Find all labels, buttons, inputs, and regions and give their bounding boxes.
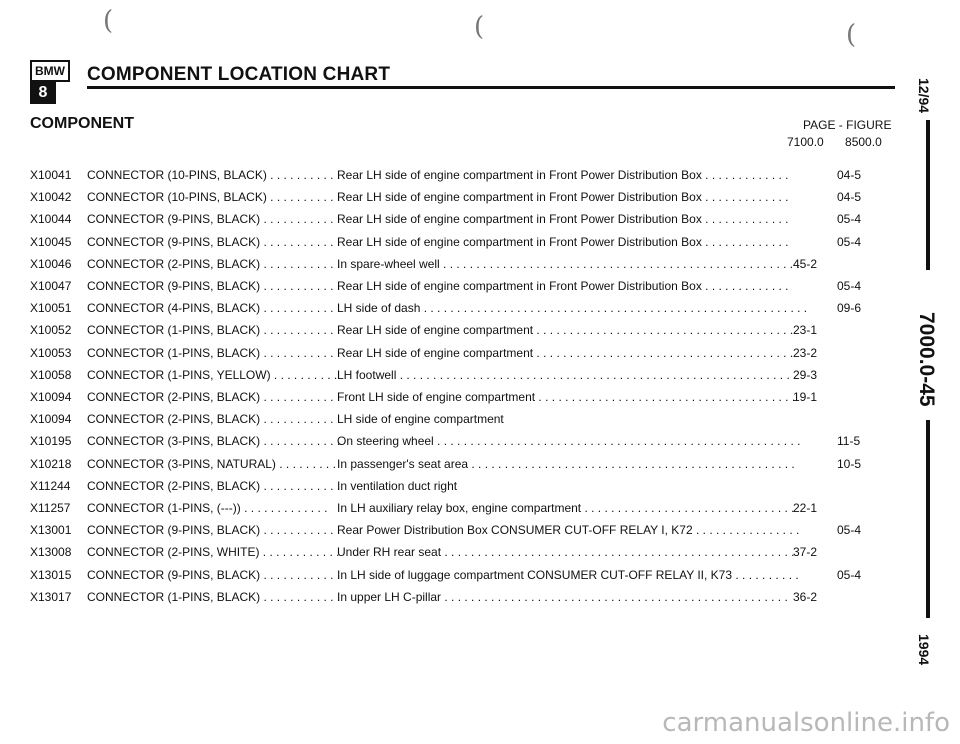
section-numbers-heading: 7100.0 8500.0 bbox=[787, 135, 882, 149]
connector-description: CONNECTOR (9-PINS, BLACK) . . . . . . . . . . . . bbox=[87, 567, 341, 582]
component-id: X10195 bbox=[30, 434, 72, 449]
scan-mark-right: ( bbox=[846, 20, 857, 50]
location: Rear LH side of engine compartment in Front Power Distribution Box . . . . . . . . . . . . . bbox=[337, 212, 789, 227]
side-rule-lower bbox=[926, 590, 930, 618]
table-row bbox=[0, 545, 900, 567]
page-number: 22-1 bbox=[793, 501, 818, 515]
table-row bbox=[0, 279, 900, 301]
connector-description: CONNECTOR (3-PINS, NATURAL) . . . . . . . . . bbox=[87, 456, 336, 471]
component-id: X13015 bbox=[30, 567, 72, 582]
component-id: X10058 bbox=[30, 367, 72, 382]
side-page-number: 7000.0-45 bbox=[915, 312, 938, 407]
component-id: X10044 bbox=[30, 212, 72, 227]
connector-description: CONNECTOR (9-PINS, BLACK) . . . . . . . . . . . . bbox=[87, 234, 341, 249]
table-row bbox=[0, 412, 900, 434]
side-rule-middle bbox=[926, 420, 930, 590]
table-row bbox=[0, 434, 900, 456]
location: LH side of engine compartment bbox=[337, 412, 504, 427]
location: Rear LH side of engine compartment . . . . . . . . . . . . . . . . . . . . . . . . . . . . . . . . . . . . . . . bbox=[337, 345, 794, 360]
location: LH footwell . . . . . . . . . . . . . . . . . . . . . . . . . . . . . . . . . . . . . . . . . . . . . . . . . . . . . . . . . . . . bbox=[337, 367, 797, 382]
component-id: X10045 bbox=[30, 234, 72, 249]
connector-description: CONNECTOR (2-PINS, BLACK) . . . . . . . . . . . . bbox=[87, 256, 341, 271]
connector-description: CONNECTOR (1-PINS, BLACK) . . . . . . . . . . . . bbox=[87, 589, 341, 604]
component-id: X10218 bbox=[30, 456, 72, 471]
page-number: 23-2 bbox=[793, 345, 818, 360]
bmw-8-logo bbox=[30, 60, 70, 104]
connector-description: CONNECTOR (2-PINS, BLACK) . . . . . . . . . . . . bbox=[87, 390, 341, 404]
page-title: COMPONENT LOCATION CHART bbox=[87, 64, 391, 85]
table-row bbox=[0, 479, 900, 501]
component-id: X10094 bbox=[30, 390, 72, 404]
page-number: 45-2 bbox=[793, 256, 818, 271]
table-row bbox=[0, 168, 900, 190]
table-row bbox=[0, 390, 900, 412]
watermark: carmanualsonline.info bbox=[662, 708, 950, 738]
table-row bbox=[0, 257, 900, 279]
side-year: 1994 bbox=[916, 634, 932, 666]
figure-number: 05-4 bbox=[837, 567, 862, 582]
connector-description: CONNECTOR (4-PINS, BLACK) . . . . . . . . . . . . bbox=[87, 301, 341, 316]
table-row bbox=[0, 501, 900, 523]
component-id: X11257 bbox=[30, 501, 71, 515]
scan-mark-left: ( bbox=[103, 6, 114, 36]
component-id: X13008 bbox=[30, 545, 72, 560]
figure-number: 05-4 bbox=[837, 212, 862, 227]
location: Front LH side of engine compartment . . . . . . . . . . . . . . . . . . . . . . . . . . . . . . . . . . . . . . . bbox=[337, 390, 796, 404]
connector-description: CONNECTOR (10-PINS, BLACK) . . . . . . . . . . . bbox=[87, 190, 341, 205]
connector-description: CONNECTOR (9-PINS, BLACK) . . . . . . . . . . . . bbox=[87, 279, 341, 293]
table-row bbox=[0, 590, 900, 612]
table-row bbox=[0, 212, 900, 234]
connector-description: CONNECTOR (1-PINS, BLACK) . . . . . . . . . . . . bbox=[87, 345, 341, 360]
location: Rear LH side of engine compartment in Front Power Distribution Box . . . . . . . . . . . . . bbox=[337, 234, 789, 249]
location: Rear LH side of engine compartment in Front Power Distribution Box . . . . . . . . . . . . . bbox=[337, 190, 789, 205]
component-id: X10094 bbox=[30, 412, 72, 427]
location: In ventilation duct right bbox=[337, 478, 458, 493]
component-id: X11244 bbox=[30, 478, 71, 493]
page-number: 36-2 bbox=[793, 589, 818, 604]
connector-description: CONNECTOR (3-PINS, BLACK) . . . . . . . . . . . . bbox=[87, 434, 341, 449]
table-row bbox=[0, 457, 900, 479]
page-number: 23-1 bbox=[793, 323, 818, 338]
connector-description: CONNECTOR (9-PINS, BLACK) . . . . . . . . . . . . bbox=[87, 523, 341, 538]
location: In LH auxiliary relay box, engine compartment . . . . . . . . . . . . . . . . . . . . . . . . . . . . . . . . bbox=[337, 501, 795, 515]
location: On steering wheel . . . . . . . . . . . . . . . . . . . . . . . . . . . . . . . . . . . . . . . . . . . . . . . . . . . . . . . bbox=[337, 434, 801, 449]
location: LH side of dash . . . . . . . . . . . . . . . . . . . . . . . . . . . . . . . . . . . . . . . . . . . . . . . . . . . . . . . . . . bbox=[337, 301, 808, 316]
location: Rear LH side of engine compartment in Front Power Distribution Box . . . . . . . . . . . . . bbox=[337, 279, 789, 293]
figure-number: 05-4 bbox=[837, 523, 862, 538]
component-id: X13017 bbox=[30, 589, 72, 604]
location: In LH side of luggage compartment CONSUMER CUT-OFF RELAY II, K73 . . . . . . . . . . bbox=[337, 567, 799, 582]
component-id: X10046 bbox=[30, 256, 72, 271]
figure-number: 09-6 bbox=[837, 301, 862, 316]
component-id: X10042 bbox=[30, 190, 72, 205]
connector-description: CONNECTOR (2-PINS, BLACK) . . . . . . . . . . . . bbox=[87, 478, 341, 493]
location: Rear Power Distribution Box CONSUMER CUT-OFF RELAY I, K72 . . . . . . . . . . . . . . . . bbox=[337, 523, 800, 538]
location: Rear LH side of engine compartment . . . . . . . . . . . . . . . . . . . . . . . . . . . . . . . . . . . . . . . bbox=[337, 323, 794, 338]
table-row bbox=[0, 323, 900, 345]
page-figure-heading: PAGE - FIGURE bbox=[803, 118, 892, 132]
page-number: 29-3 bbox=[793, 367, 818, 382]
component-id: X10051 bbox=[30, 301, 72, 316]
title-rule bbox=[87, 86, 895, 89]
figure-number: 04-5 bbox=[837, 168, 862, 182]
table-row bbox=[0, 301, 900, 323]
location: In spare-wheel well . . . . . . . . . . . . . . . . . . . . . . . . . . . . . . . . . . . . . . . . . . . . . . . . . . . . . . bbox=[337, 256, 800, 271]
table-row bbox=[0, 190, 900, 212]
component-id: X10041 bbox=[30, 168, 72, 182]
component-id: X10053 bbox=[30, 345, 72, 360]
table-row bbox=[0, 368, 900, 390]
table-row bbox=[0, 523, 900, 545]
location: In passenger's seat area . . . . . . . . . . . . . . . . . . . . . . . . . . . . . . . . . . . . . . . . . . . . . . . . . bbox=[337, 456, 795, 471]
figure-number: 05-4 bbox=[837, 279, 862, 293]
connector-description: CONNECTOR (2-PINS, WHITE) . . . . . . . . . . . . bbox=[87, 545, 340, 560]
scan-mark-center: ( bbox=[474, 12, 485, 42]
figure-number: 05-4 bbox=[837, 234, 862, 249]
location: Under RH rear seat . . . . . . . . . . . . . . . . . . . . . . . . . . . . . . . . . . . . . . . . . . . . . . . . . . . . . bbox=[337, 545, 795, 560]
side-date: 12/94 bbox=[916, 78, 932, 114]
connector-description: CONNECTOR (1-PINS, BLACK) . . . . . . . . . . . . bbox=[87, 323, 341, 338]
figure-number: 04-5 bbox=[837, 190, 862, 205]
figure-number: 10-5 bbox=[837, 456, 862, 471]
location: Rear LH side of engine compartment in Front Power Distribution Box . . . . . . . . . . . . . bbox=[337, 168, 789, 182]
side-rule-upper bbox=[926, 120, 930, 270]
table-row bbox=[0, 235, 900, 257]
connector-description: CONNECTOR (1-PINS, YELLOW) . . . . . . . . . . bbox=[87, 367, 338, 382]
table-row bbox=[0, 568, 900, 590]
page-number: 19-1 bbox=[793, 390, 818, 404]
component-heading: COMPONENT bbox=[30, 115, 134, 132]
connector-description: CONNECTOR (10-PINS, BLACK) . . . . . . . . . . . bbox=[87, 168, 341, 182]
logo-bottom: 8 bbox=[30, 82, 56, 104]
figure-number: 11-5 bbox=[837, 434, 861, 449]
table-row bbox=[0, 346, 900, 368]
component-id: X13001 bbox=[30, 523, 72, 538]
connector-description: CONNECTOR (2-PINS, BLACK) . . . . . . . . . . . . bbox=[87, 412, 341, 427]
location: In upper LH C-pillar . . . . . . . . . . . . . . . . . . . . . . . . . . . . . . . . . . . . . . . . . . . . . . . . . . . . bbox=[337, 589, 788, 604]
page-number: 37-2 bbox=[793, 545, 818, 560]
component-id: X10047 bbox=[30, 279, 72, 293]
connector-description: CONNECTOR (9-PINS, BLACK) . . . . . . . . . . . . bbox=[87, 212, 341, 227]
logo-top: BMW bbox=[30, 60, 70, 82]
connector-description: CONNECTOR (1-PINS, (---)) . . . . . . . . . . . . . bbox=[87, 501, 328, 515]
component-id: X10052 bbox=[30, 323, 72, 338]
